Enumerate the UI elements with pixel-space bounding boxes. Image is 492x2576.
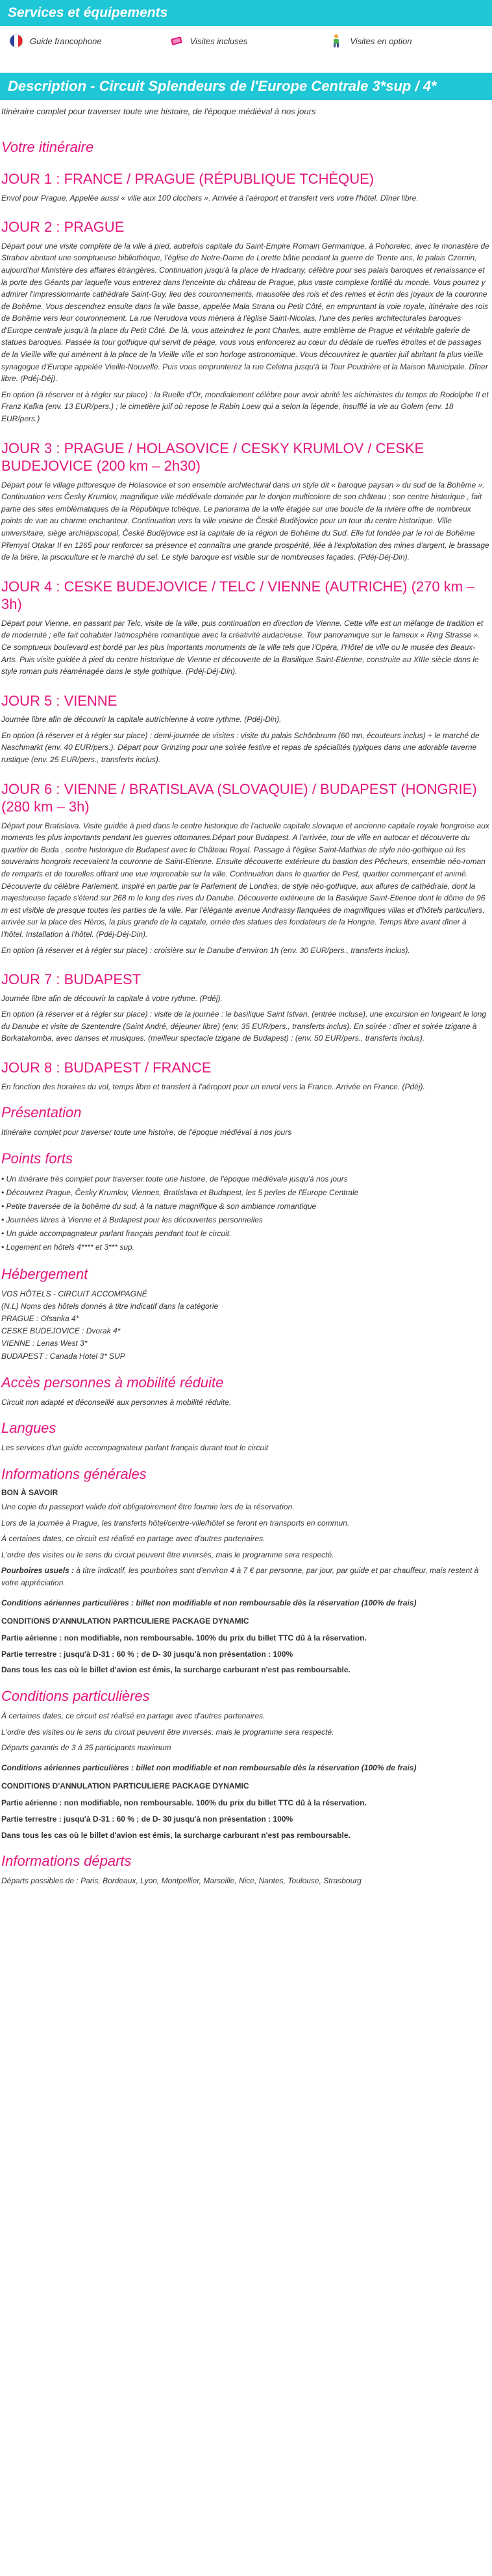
day-8-text: En fonction des horaires du vol, temps libre et transfert à l'aéroport pour un envol vers la France. Arrivée en France. (Pdéj). bbox=[1, 1082, 425, 1091]
services-header: Services et équipements bbox=[0, 0, 492, 26]
day-6-option: En option (à réserver et à régler sur place) : croisière sur le Danube d'environ 1h (env. 30 EUR/pers., transferts inclus). bbox=[1, 945, 410, 955]
hotel-line: (N.L) Noms des hôtels donnés à titre indicatif dans la catégorie bbox=[1, 1301, 219, 1311]
day-1 bbox=[0, 170, 492, 204]
day-4-text: Départ pour Vienne, en passant par Telc, visite de la ville, puis continuation en direction de Vienne. Cette ville est un mélange de tradition et de modernité ; elle fait cohabiter l'atmosphère romantique avec la créativité audacieuse. Tour panoramique sur le fameux « Ring Strasse ». Ce somptueux boulevard est bordé par les plus importants monuments de la ville tels que l'Opéra, l'Hôtel de ville ou le musée des Beaux-Arts. Puis visite guidée à pied du centre historique de Vienne et découverte de la Basilique Saint-Etienne, construite au XIIIe siècle dans le style roman puis réaménagée dans le style gothique. (Pdéj-Déj-Din). bbox=[1, 618, 484, 676]
info-conditions: Conditions aériennes particulières : billet non modifiable et non remboursable dès la réservation (100% de frais) bbox=[1, 1598, 417, 1607]
day-6 bbox=[0, 780, 492, 957]
day-7 bbox=[0, 971, 492, 1045]
list-item: • Logement en hôtels 4**** et 3*** sup. bbox=[1, 1241, 491, 1254]
conditions-cancel-line: Partie terrestre : jusqu'à D-31 : 60 % ; de D- 30 jusqu'à non présentation : 100% bbox=[1, 1814, 293, 1824]
conditions-line: L'ordre des visites ou le sens du circuit peuvent être inversés, mais le programme sera respecté. bbox=[1, 1727, 334, 1737]
day-3-text: Départ pour le village pittoresque de Holasovice et son ensemble architectural dans un style dit « baroque paysan » du sud de la Bohême ». Continuation vers Česky Krumlov, magnifique ville médiévale dominée par le donjon multicolore de son château ; son centre historique , fait partie des sites emblématiques de la République tchèque. Le panorama de la ville étagée sur une boucle de la rivière offre de nombreux points de vue au charme enchanteur. Continuation vers la ville voisine de České Budějovice pour un tour du centre historique. Ville universitaire, siège archiépiscopal, České Budějovice est la capitale de la région de Bohême du Sud. Elle fut fondée par le roi de Bohême Přemysl Otakar II en 1265 pour renforcer sa présence et connaîtra une grande prospérité, liée à l'exploitation des mines d'argent, le brassage de la bière, la pisciculture et le marché du sel. Le style baroque est visible sur de nombreuses façades. (Pdéj-Déj-Din). bbox=[1, 480, 489, 562]
day-1-title: JOUR 1 : FRANCE / PRAGUE (RÉPUBLIQUE TCHÈQUE) bbox=[1, 171, 375, 188]
day-7-text: Journée libre afin de découvrir la capitale à votre rythme. (Pdéj). bbox=[1, 993, 223, 1003]
langues-title: Langues bbox=[1, 1420, 56, 1437]
description-intro: Itinéraire complet pour traverser toute une histoire, de l'époque médiéval à nos jours bbox=[1, 106, 316, 116]
day-3-title: JOUR 3 : PRAGUE / HOLASOVICE / CESKY KRUMLOV / CESKE BUDEJOVICE (200 km – 2h30) bbox=[1, 440, 424, 475]
services-list bbox=[0, 26, 492, 56]
hotel-line: VOS HÔTELS - CIRCUIT ACCOMPAGNÉ bbox=[1, 1289, 147, 1298]
conditions-title: Conditions particulières bbox=[1, 1687, 150, 1704]
day-4 bbox=[0, 578, 492, 678]
day-8-title: JOUR 8 : BUDAPEST / FRANCE bbox=[1, 1059, 212, 1076]
hotel-line: VIENNE : Lenas West 3* bbox=[1, 1339, 88, 1348]
service-visits-label: Visites incluses bbox=[190, 36, 248, 46]
conditions-cancel-title: CONDITIONS D'ANNULATION PARTICULIERE PACKAGE DYNAMIC bbox=[1, 1781, 249, 1791]
conditions-air: Conditions aériennes particulières : billet non modifiable et non remboursable dès la réservation (100% de frais) bbox=[1, 1763, 417, 1772]
description bbox=[0, 100, 492, 1887]
day-5-option: En option (à réserver et à régler sur place) : demi-journée de visites : visite du palais Schönbrunn (60 mn, écouteurs inclus) + le marché de Naschmarkt (env. 40 EUR/pers.). Départ pour Grinzing pour une soirée festive et repas de spécialités typiques dans une adorable taverne rustique (env. 25 EUR/pers., transferts inclus). bbox=[1, 730, 480, 765]
conditions-line: Départs garantis de 3 à 35 participants maximum bbox=[1, 1743, 171, 1753]
list-item: • Un guide accompagnateur parlant français pendant tout le circuit. bbox=[1, 1227, 491, 1241]
conditions-cancel-line: Partie aérienne : non modifiable, non remboursable. 100% du prix du billet TTC dû à la réservation. bbox=[1, 1798, 367, 1808]
conditions-line: À certaines dates, ce circuit est réalisé en partage avec d'autres partenaires. bbox=[1, 1711, 265, 1720]
person-walking-icon bbox=[329, 34, 343, 48]
hotel-line: CESKE BUDEJOVICE : Dvorak 4* bbox=[1, 1326, 121, 1336]
service-options bbox=[329, 34, 483, 48]
service-visits bbox=[169, 34, 323, 48]
info-line: Lors de la journée à Prague, les transferts hôtel/centre-ville/hôtel se feront en transports en commun. bbox=[1, 1518, 350, 1528]
day-6-text: Départ pour Bratislava. Visite guidée à pied dans le centre historique de l'actuelle capitale slovaque et ancienne capitale royale hongroise aux moments les plus importants pendant les guerres ottomanes.Départ pour Budapest. A l'arrivée, tour de ville en autocar et découverte du quartier de Buda , centre historique de Budapest avec le Château Royal. Passage à l'église Saint-Mathias de style néo-gothique où les souverains hongrois recevaient la couronne de Saint-Etienne. Ensuite découverte extérieure du bastion des Pêcheurs, ensemble néo-roman de remparts et de tourelles offrant une vue imprenable sur la ville. Continuation dans le quartier de Pest, quartier commerçant et animé. Découverte du célèbre Parlement, inspiré en partie par le Parlement de Londres, de style néo-gothique, aux allures de cathédrale, dont la majestueuse façade s'étend sur 268 m le long des rives du Danube. Découverte extérieure de la Basilique Saint-Etienne dont le dôme de 96 m est visible de presque toutes les parties de la ville. Par l'élégante avenue Andrassy flanquées de magnifiques villas et d'hôtels particuliers, arrivée sur la place des Héros, la plus grande de la capitale, ornée des statues des fondateurs de la Hongrie. Temps libre avant dîner à l'hôtel. Installation à l'hôtel. (Pdéj-Déj-Din). bbox=[1, 821, 489, 939]
points-title: Points forts bbox=[1, 1150, 73, 1167]
hotel-line: PRAGUE : Olsanka 4* bbox=[1, 1314, 79, 1324]
presentation-text: Itinéraire complet pour traverser toute une histoire, de l'époque médiéval à nos jours bbox=[1, 1128, 292, 1137]
info-pourboires bbox=[0, 1565, 492, 1589]
description-header: Description - Circuit Splendeurs de l'Europe Centrale 3*sup / 4* bbox=[0, 73, 492, 100]
conditions-cancel-line: Dans tous les cas où le billet d'avion est émis, la surcharge carburant n'est pas remboursable. bbox=[1, 1830, 351, 1840]
day-2 bbox=[0, 218, 492, 425]
info-line: L'ordre des visites ou le sens du circuit peuvent être inversés, mais le programme sera respecté. bbox=[1, 1550, 334, 1559]
day-8 bbox=[0, 1059, 492, 1093]
pourboires-text: à titre indicatif, les pourboires sont d'environ 4 à 7 € par personne, par jour, par guide et par chauffeur, mais restent à votre appréciation. bbox=[1, 1566, 479, 1588]
day-6-title: JOUR 6 : VIENNE / BRATISLAVA (SLOVAQUIE) / BUDAPEST (HONGRIE) (280 km – 3h) bbox=[1, 780, 477, 815]
departs-title: Informations départs bbox=[1, 1853, 132, 1870]
list-item: • Découvrez Prague, Česky Krumlov, Viennes, Bratislava et Budapest, les 5 perles de l'Europe Centrale bbox=[1, 1186, 491, 1200]
day-3 bbox=[0, 440, 492, 564]
day-5-title: JOUR 5 : VIENNE bbox=[1, 692, 117, 709]
list-item: • Un itinéraire très complet pour traverser toute une histoire, de l'époque médiévale jusqu'à nos jours bbox=[1, 1172, 491, 1186]
langues-text: Les services d'un guide accompagnateur parlant français durant tout le circuit bbox=[1, 1443, 269, 1453]
day-2-text: Départ pour une visite complète de la ville à pied, autrefois capitale du Saint-Empire Romain Germanique, à Pohorelec, avec le monastère de Strahov abritant une somptueuse bibliothèque, l'église de Notre-Dame de Lorette bâtie pendant la guerre de Trente ans, le palais Czernin, aujourd'hui Ministère des affaires étrangères. Continuation jusqu'à la place de Hradcany, célèbre pour ses palais baroques et renaissance et la porte des Géants par laquelle vous entrerez dans l'enceinte du château de Prague, plus vaste complexe fortifié du monde. Vous pourrez y admirer l'impressionnante cathédrale Saint-Guy, lieu des couronnements, mausolée des rois et des reines et écrin des joyaux de la couronne de Bohême. Vous descendrez ensuite dans la ville basse, appelée Mala Strana ou Petit Côté, en empruntant la voie royale, itinéraire des rois de Bohême vers leur couronnement. La rue Nerudova vous mènera à l'église Saint-Nicolas, l'une des perles architecturales baroques d'Europe centrale jusqu'à la place du Petit Côté. De là, vous atteindrez le pont Charles, autre emblème de Prague et véritable galerie de statues baroques. Passée la tour gothique qui servit de péage, vous vous enfoncerez au cœur du dédale de ruelles étroites et de passages de la Vieille ville qui amènent à la place de la Vieille ville et son horloge astronomique. Vous découvrirez le quartier juif abritant la plus vieille synagogue d'Europe appelée Vieille-Nouvelle. Puis vous emprunterez la rue Celetna jusqu'à la Tour Poudrière et la Maison Municipale. Dîner libre. (Pdéj-Déj). bbox=[1, 241, 489, 384]
day-5-text: Journée libre afin de découvrir la capitale autrichienne à votre rythme. (Pdéj-Din). bbox=[1, 715, 282, 724]
day-2-option: En option (à réserver et à régler sur place) : la Ruelle d'Or, mondialement célèbre pour avoir abrité les alchimistes du temps de Rodolphe II et Franz Kafka (env. 13 EUR/pers.) ; le cimetière juif où repose le Rabin Loew qui a selon la légende, insufflé la vie au Golem (env. 18 EUR/pers.) bbox=[1, 390, 489, 424]
service-guide bbox=[9, 34, 163, 48]
mobility-title: Accès personnes à mobilité réduite bbox=[1, 1374, 224, 1391]
service-guide-label: Guide francophone bbox=[30, 36, 102, 46]
day-7-option: En option (à réserver et à régler sur place) : visite de la journée : le basilique Saint Istvan, (entrée incluse), une excursion en longeant le long du Danube et visite de Szentendre (Saint André, déjeuner libre) (env. 35 EUR/pers., transferts inclus). En soirée : dîner et soirée tzigane à Borkatakomba, avec danses et musiques. (meilleur spectacle tzigane de Budapest) : (env. 50 EUR/pers., transferts inclus). bbox=[1, 1009, 487, 1043]
itinerary-title: Votre itinéraire bbox=[1, 139, 94, 156]
service-options-label: Visites en option bbox=[350, 36, 412, 46]
info-cancel-line: Partie terrestre : jusqu'à D-31 : 60 % ; de D- 30 jusqu'à non présentation : 100% bbox=[1, 1649, 293, 1659]
day-2-title: JOUR 2 : PRAGUE bbox=[1, 219, 125, 236]
pourboires-label: Pourboires usuels : bbox=[1, 1566, 75, 1576]
day-4-title: JOUR 4 : CESKE BUDEJOVICE / TELC / VIENNE (AUTRICHE) (270 km – 3h) bbox=[1, 578, 475, 613]
list-item: • Journées libres à Vienne et à Budapest pour les découvertes personnelles bbox=[1, 1213, 491, 1227]
list-item: • Petite traversée de la bohême du sud, à la nature magnifique & son ambiance romantique bbox=[1, 1200, 491, 1213]
departs-text: Départs possibles de : Paris, Bordeaux, Lyon, Montpellier, Marseille, Nice, Nantes, Toulouse, Strasbourg bbox=[1, 1876, 362, 1886]
hebergement-title: Hébergement bbox=[1, 1265, 88, 1282]
info-subtitle: BON À SAVOIR bbox=[1, 1488, 58, 1498]
france-flag-icon bbox=[9, 34, 23, 48]
mobility-text: Circuit non adapté et déconseillé aux personnes à mobilité réduite. bbox=[1, 1397, 232, 1407]
day-7-title: JOUR 7 : BUDAPEST bbox=[1, 971, 141, 988]
points-list bbox=[0, 1172, 492, 1254]
day-5 bbox=[0, 692, 492, 766]
info-line: À certaines dates, ce circuit est réalisé en partage avec d'autres partenaires. bbox=[1, 1534, 265, 1544]
hebergement-list bbox=[0, 1288, 492, 1363]
day-1-text: Envol pour Prague. Appelée aussi « ville aux 100 clochers ». Arrivée à l'aéroport et transfert vers votre l'hôtel. Dîner libre. bbox=[1, 193, 419, 203]
info-cancel-title: CONDITIONS D'ANNULATION PARTICULIERE PACKAGE DYNAMIC bbox=[1, 1616, 249, 1626]
info-cancel-line: Dans tous les cas où le billet d'avion est émis, la surcharge carburant n'est pas remboursable. bbox=[1, 1665, 351, 1675]
hotel-line: BUDAPEST : Canada Hotel 3* SUP bbox=[1, 1351, 125, 1361]
ticket-icon bbox=[169, 34, 184, 48]
info-cancel-line: Partie aérienne : non modifiable, non remboursable. 100% du prix du billet TTC dû à la réservation. bbox=[1, 1633, 367, 1643]
presentation-title: Présentation bbox=[1, 1104, 82, 1121]
info-generales-title: Informations générales bbox=[1, 1466, 147, 1483]
info-line: Une copie du passeport valide doit obligatoirement être fournie lors de la réservation. bbox=[1, 1502, 295, 1512]
